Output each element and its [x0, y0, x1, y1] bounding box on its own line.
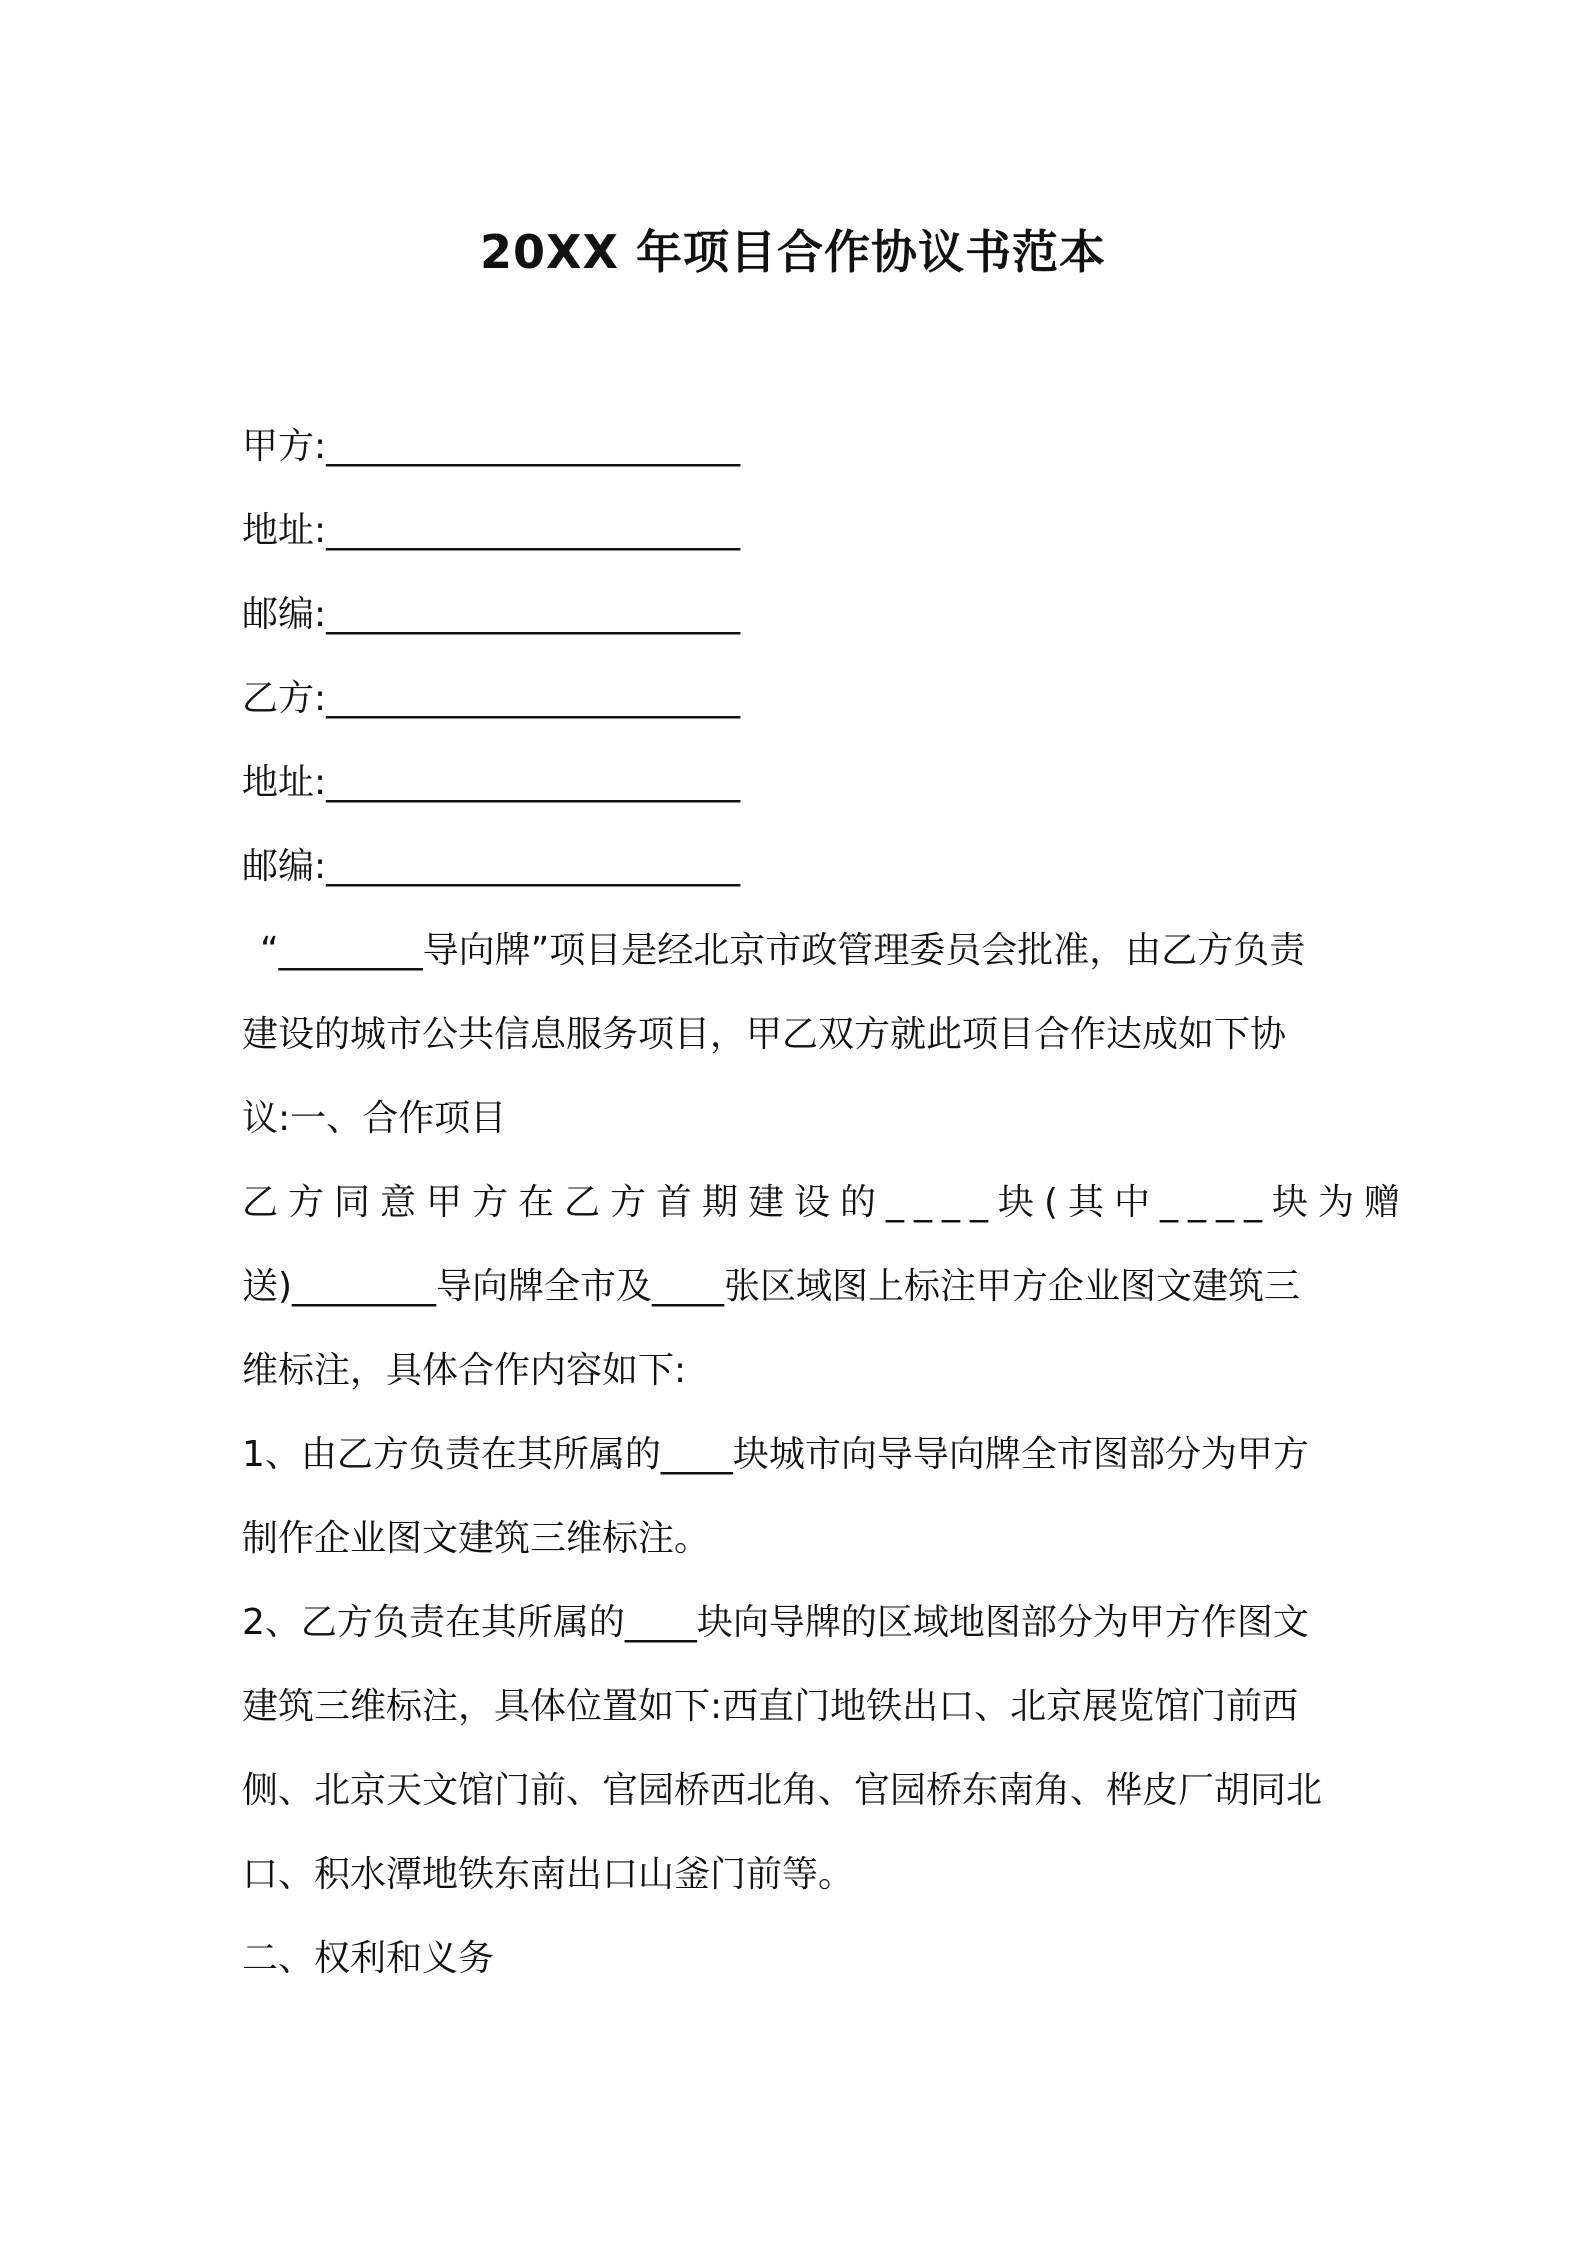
item2-line: 建筑三维标注，具体位置如下:西直门地铁出口、北京展览馆门前西	[242, 1686, 1299, 1727]
item2-line: 口、积水潭地铁东南出口山釜门前等。	[242, 1854, 855, 1895]
clause1-line: 维标注，具体合作内容如下:	[242, 1350, 687, 1391]
party-a-postcode-field: 邮编:_______________________	[242, 594, 741, 635]
party-a-address-field: 地址:_______________________	[242, 510, 741, 551]
party-b-postcode-field: 邮编:_______________________	[242, 846, 741, 887]
intro-line: 建设的城市公共信息服务项目，甲乙双方就此项目合作达成如下协	[242, 1014, 1287, 1055]
document-title: 20XX 年项目合作协议书范本	[480, 225, 1106, 279]
item1-line: 制作企业图文建筑三维标注。	[242, 1518, 711, 1559]
item1-line: 1、由乙方负责在其所属的____块城市向导导向牌全市图部分为甲方	[242, 1434, 1309, 1475]
intro-line: “________导向牌”项目是经北京市政管理委员会批准，由乙方负责	[260, 930, 1306, 971]
party-a-field: 甲方:_______________________	[242, 426, 741, 467]
item2-line: 侧、北京天文馆门前、官园桥西北角、官园桥东南角、桦皮厂胡同北	[242, 1770, 1323, 1811]
clause1-line: 送)________导向牌全市及____张区域图上标注甲方企业图文建筑三	[242, 1266, 1301, 1307]
item2-line: 2、乙方负责在其所属的____块向导牌的区域地图部分为甲方作图文	[242, 1602, 1309, 1643]
document-body	[242, 405, 1411, 2001]
intro-line: 议:一、合作项目	[242, 1098, 507, 1139]
clause1-line: 乙方同意甲方在乙方首期建设的____块(其中____块为赠	[242, 1182, 1411, 1223]
party-b-address-field: 地址:_______________________	[242, 762, 741, 803]
party-b-field: 乙方:_______________________	[242, 678, 741, 719]
section-heading: 二、权利和义务	[242, 1938, 495, 1979]
